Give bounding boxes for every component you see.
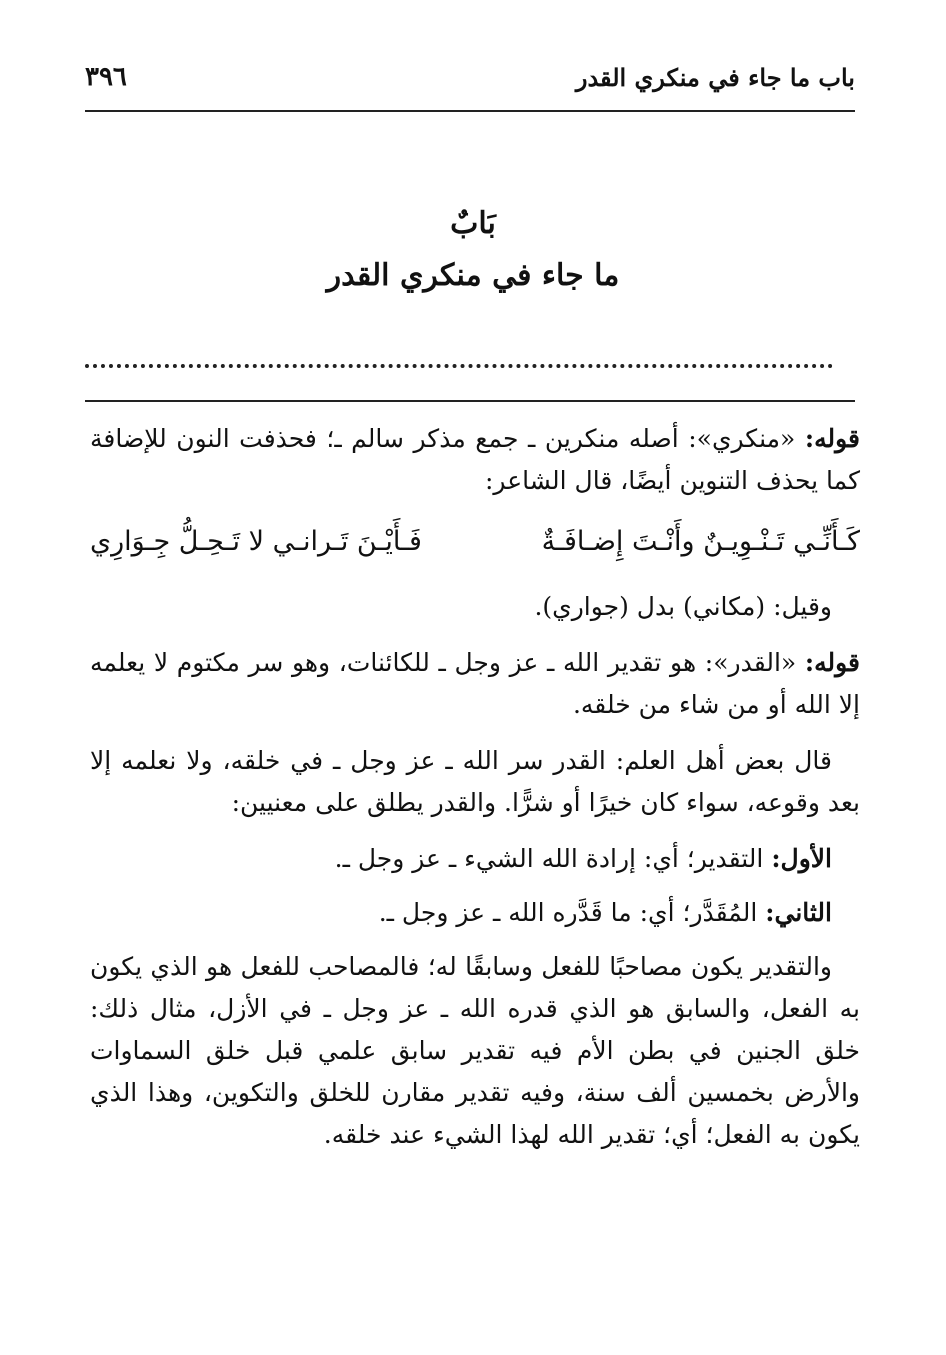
paragraph-munkiri <box>90 418 860 502</box>
chapter-label: بَابٌ <box>450 206 496 241</box>
paragraph-text: وقيل: (مكاني) بدل (جواري). <box>534 592 832 621</box>
paragraph-text: «القدر»: هو تقدير الله ـ عز وجل ـ للكائنات، وهو سر مكتوم لا يعلمه إلا الله أو من شاء من خلقه. <box>90 648 860 719</box>
commentary-body <box>90 418 860 1170</box>
section-rule <box>85 400 855 402</box>
chapter-title: ما جاء في منكري القدر <box>326 258 620 293</box>
paragraph-lead: قوله: <box>804 424 860 453</box>
paragraph-scholars <box>90 740 860 824</box>
poetry-verse <box>90 518 860 566</box>
paragraph-qadar <box>90 642 860 726</box>
paragraph-lead: الثاني: <box>765 898 832 927</box>
running-header <box>85 52 855 102</box>
paragraph-variant-note <box>90 586 860 628</box>
paragraph-text: والتقدير يكون مصاحبًا للفعل وسابقًا له؛ فالمصاحب للفعل هو الذي يكون به الفعل، والسابق هو الذي قدره الله ـ عز وجل ـ في الأزل، مثال ذلك: خلق الجنين في بطن الأم فيه تقدير سابق علمي قبل خلق السماوات والأرض بخمسين ألف سنة، وفيه تقدير مقارن للخلق والتكوين، وهذا الذي يكون به الفعل؛ أي؛ تقدير الله لهذا الشيء عند خلقه. <box>90 952 860 1149</box>
paragraph-taqdir <box>90 946 860 1156</box>
verse-second-hemistich: فَـأَيْـنَ تَـرانـي لا تَـحِـلُّ جِـوَارِي <box>90 526 422 557</box>
paragraph-lead: الأول: <box>771 844 832 873</box>
header-rule <box>85 110 855 112</box>
paragraph-text: المُقَدَّر؛ أي: ما قَدَّره الله ـ عز وجل ـ. <box>378 898 766 927</box>
paragraph-text: «منكري»: أصله منكرين ـ جمع مذكر سالم ـ؛ فحذفت النون للإضافة كما يحذف التنوين أيضًا، قال الشاعر: <box>90 424 860 495</box>
verse-first-hemistich: كَـأَنِّـي تَـنْـوِيـنٌ وأَنْـتَ إِضـافَـةٌ <box>541 526 860 557</box>
page-number: ٣٩٦ <box>85 62 127 92</box>
paragraph-text: قال بعض أهل العلم: القدر سر الله ـ عز وجل ـ في خلقه، ولا نعلمه إلا بعد وقوعه، سواء كان خيرًا أو شرًّا. والقدر يطلق على معنيين: <box>90 746 860 817</box>
meaning-first <box>90 838 860 880</box>
paragraph-lead: قوله: <box>804 648 860 677</box>
meaning-second <box>90 892 860 934</box>
running-title: باب ما جاء في منكري القدر <box>575 62 855 92</box>
paragraph-text: التقدير؛ أي: إرادة الله الشيء ـ عز وجل ـ. <box>334 844 772 873</box>
dotted-separator <box>85 364 833 368</box>
